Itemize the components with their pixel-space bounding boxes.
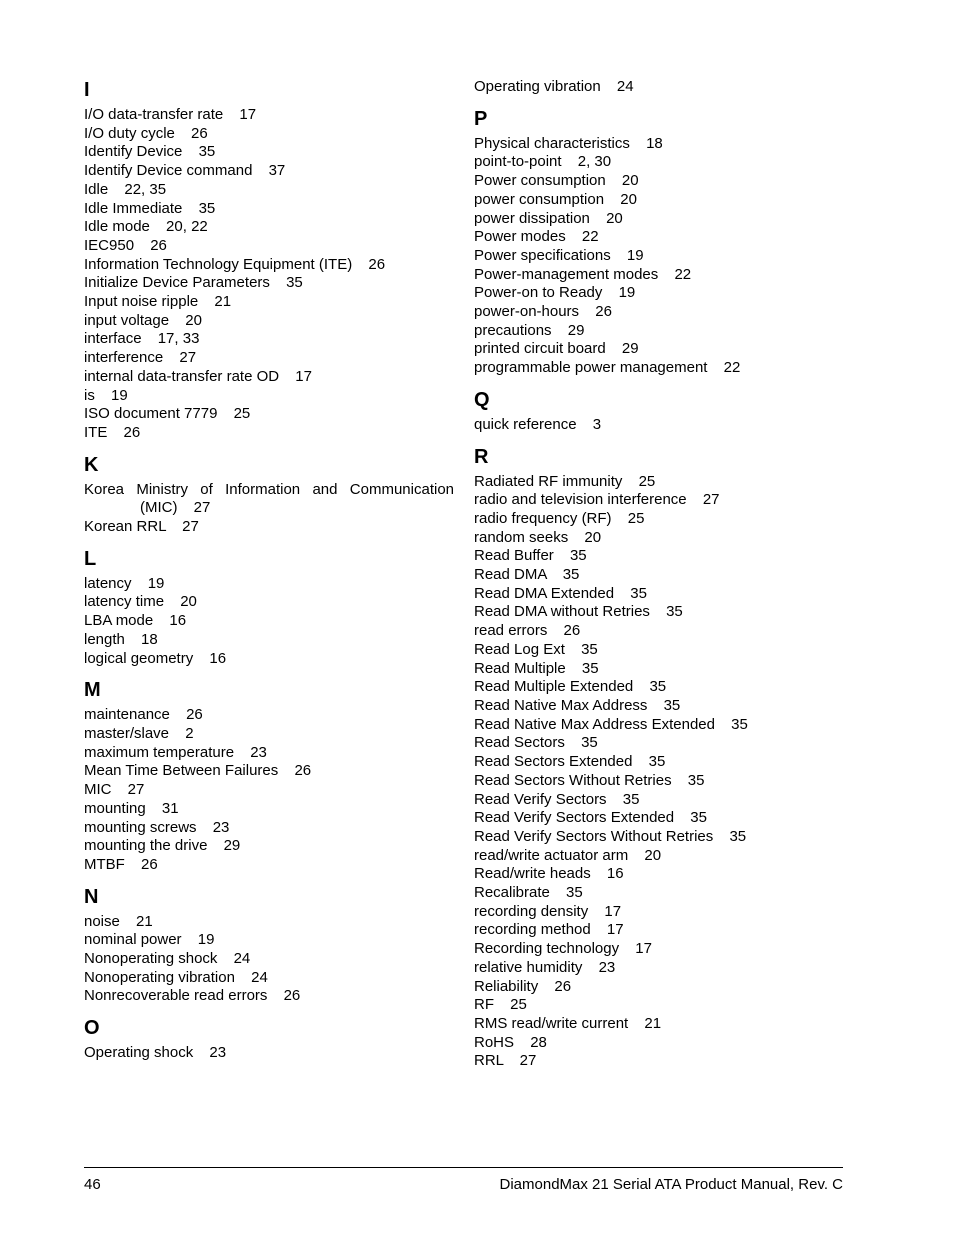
index-column-left (84, 78, 454, 1073)
index-pages: 26 (141, 855, 158, 873)
index-entry (84, 931, 454, 950)
index-term: latency (84, 574, 132, 592)
index-entry (84, 274, 454, 293)
index-pages: 20 (621, 172, 639, 190)
index-pages: 24 (233, 950, 251, 968)
index-entry (84, 781, 454, 800)
index-pages: 35 (198, 199, 216, 217)
index-pages: 22, 35 (124, 180, 167, 198)
index-term: relative humidity (474, 958, 583, 976)
index-term: Idle mode (84, 218, 150, 236)
index-entry (474, 153, 844, 172)
index-term: Operating vibration (474, 78, 601, 95)
index-pages: 26 (294, 762, 312, 780)
index-pages: 2, 30 (577, 153, 612, 171)
index-entry (84, 481, 454, 518)
index-pages: 35 (581, 734, 598, 752)
index-entry (84, 125, 454, 144)
index-term: printed circuit board (474, 340, 606, 358)
index-entry (84, 987, 454, 1006)
section-letter: K (84, 453, 99, 476)
index-entry (474, 847, 844, 866)
index-term: Read Verify Sectors Extended (474, 809, 675, 827)
index-pages: 26 (186, 706, 203, 724)
index-entry (84, 762, 454, 781)
index-pages: 20, 22 (166, 218, 208, 236)
index-entry (474, 809, 844, 828)
index-term: Read Multiple (474, 659, 566, 677)
index-pages: 26 (368, 255, 386, 273)
index-term: read errors (474, 622, 548, 640)
index-pages: 26 (554, 977, 572, 995)
index-term: Power modes (474, 228, 566, 246)
index-term: Identify Device command (84, 162, 253, 180)
index-entry (474, 303, 844, 322)
index-entry (84, 913, 454, 932)
index-entry (84, 312, 454, 331)
index-term: Korean RRL (84, 518, 166, 536)
index-pages: 27 (182, 518, 199, 536)
index-entry (474, 641, 844, 660)
index-pages: 35 (648, 753, 666, 771)
index-entry (474, 753, 844, 772)
index-section (84, 547, 454, 669)
index-pages: 35 (566, 884, 583, 902)
index-section (84, 678, 454, 874)
index-entry (84, 969, 454, 988)
index-term: Recalibrate (474, 884, 550, 902)
index-term: Read Native Max Address Extended (474, 715, 715, 733)
index-entry (84, 218, 454, 237)
index-pages: 16 (606, 865, 624, 883)
index-term: Physical characteristics (474, 134, 630, 152)
index-entry (474, 322, 844, 341)
index-pages: 20 (180, 593, 197, 611)
index-entry (474, 172, 844, 191)
index-pages: 19 (147, 574, 165, 592)
index-entry (84, 706, 454, 725)
index-term: I/O data-transfer rate (84, 106, 224, 123)
index-term: Read Verify Sectors (474, 790, 607, 808)
index-pages: 19 (626, 246, 644, 264)
index-term: random seeks (474, 528, 569, 546)
index-term: length (84, 630, 125, 648)
index-entry (474, 660, 844, 679)
index-term: ISO document 7779 (84, 405, 218, 423)
index-term: Radiated RF immunity (474, 472, 623, 490)
index-term: Korea Ministry of Information and Communication (MIC) (84, 480, 454, 517)
index-entry (84, 631, 454, 650)
index-entry (474, 921, 844, 940)
index-entry (474, 491, 844, 510)
index-pages: 20 (606, 209, 623, 227)
index-term: interface (84, 330, 142, 348)
index-pages: 35 (666, 603, 683, 621)
index-pages: 35 (286, 274, 303, 292)
index-term: noise (84, 912, 120, 930)
section-letter: R (474, 445, 489, 468)
index-pages: 24 (251, 968, 268, 986)
index-entry (474, 1015, 844, 1034)
index-term: Read Buffer (474, 547, 554, 565)
index-term: maximum temperature (84, 743, 235, 761)
index-entry (84, 424, 454, 443)
index-column-right (474, 78, 844, 1081)
index-entry (474, 1052, 844, 1071)
index-term: Reliability (474, 977, 539, 995)
index-section (84, 78, 454, 443)
section-letter: O (84, 1017, 100, 1040)
index-entry (474, 996, 844, 1015)
page-number: 46 (84, 1176, 101, 1193)
index-entry (84, 200, 454, 219)
index-entry (474, 416, 844, 435)
index-entry (474, 959, 844, 978)
index-entry (474, 622, 844, 641)
index-term: ITE (84, 423, 108, 441)
index-term: MTBF (84, 855, 125, 873)
index-term: Read Multiple Extended (474, 678, 634, 696)
index-entry (474, 697, 844, 716)
index-term: mounting screws (84, 818, 197, 836)
index-entry (474, 791, 844, 810)
index-pages: 23 (250, 743, 267, 761)
index-entry (474, 191, 844, 210)
index-pages: 19 (618, 284, 636, 302)
index-pages: 26 (150, 236, 167, 254)
section-letter: N (84, 885, 99, 908)
index-term: Read/write heads (474, 865, 591, 883)
index-term: mounting (84, 799, 146, 817)
index-pages: 21 (644, 1014, 662, 1032)
index-term: Idle Immediate (84, 199, 183, 217)
index-term: Idle (84, 180, 109, 198)
index-term: Nonoperating vibration (84, 968, 235, 986)
index-entry (84, 143, 454, 162)
index-entry (474, 359, 844, 378)
index-pages: 19 (111, 386, 128, 404)
index-pages: 17 (239, 106, 257, 123)
index-entry (474, 529, 844, 548)
index-term: Power-on to Ready (474, 284, 603, 302)
index-pages: 35 (690, 809, 707, 827)
index-pages: 35 (731, 715, 748, 733)
index-pages: 35 (630, 584, 647, 602)
index-term: Recording technology (474, 940, 620, 958)
index-pages: 24 (616, 78, 634, 95)
index-term: logical geometry (84, 649, 194, 667)
section-letter: P (474, 107, 488, 130)
index-entry (84, 368, 454, 387)
index-entry (84, 819, 454, 838)
index-entry (474, 473, 844, 492)
index-entry (84, 800, 454, 819)
index-pages: 29 (223, 837, 241, 855)
footer-rule (84, 1167, 843, 1168)
index-entry (84, 162, 454, 181)
index-term: Read Log Ext (474, 640, 565, 658)
index-term: recording method (474, 921, 591, 939)
index-section (474, 107, 844, 378)
index-pages: 35 (649, 678, 667, 696)
index-term: radio frequency (RF) (474, 509, 612, 527)
index-term: latency time (84, 593, 165, 611)
index-term: radio and television interference (474, 491, 687, 509)
index-entry (84, 725, 454, 744)
index-term: power-on-hours (474, 303, 580, 321)
index-pages: 22 (581, 228, 599, 246)
index-pages: 17 (606, 921, 624, 939)
index-pages: 29 (567, 321, 585, 339)
section-letter: I (84, 79, 90, 101)
index-term: input voltage (84, 311, 170, 329)
index-term: interference (84, 349, 164, 367)
index-pages: 35 (663, 696, 681, 714)
section-letter: L (84, 547, 97, 570)
index-pages: 18 (141, 630, 158, 648)
index-section-continued (474, 78, 844, 97)
index-term: RRL (474, 1052, 504, 1070)
index-pages: 27 (702, 491, 720, 509)
index-entry (474, 135, 844, 154)
index-entry (474, 78, 844, 97)
index-section (84, 885, 454, 1007)
index-term: Identify Device (84, 143, 183, 161)
index-entry (84, 349, 454, 368)
index-term: Power specifications (474, 246, 611, 264)
index-pages: 35 (198, 143, 216, 161)
index-term: Power consumption (474, 172, 606, 190)
index-pages: 16 (209, 649, 227, 667)
section-letter: Q (474, 388, 490, 411)
index-entry (474, 772, 844, 791)
index-pages: 17 (604, 902, 622, 920)
index-term: RF (474, 996, 494, 1014)
index-entry (84, 837, 454, 856)
index-term: Mean Time Between Failures (84, 762, 279, 780)
index-pages: 37 (268, 162, 286, 180)
index-pages: 26 (563, 622, 581, 640)
index-entry (84, 181, 454, 200)
index-pages: 2 (185, 724, 194, 742)
index-pages: 23 (209, 1044, 227, 1062)
index-pages: 23 (212, 818, 230, 836)
index-pages: 35 (622, 790, 640, 808)
index-entry (474, 828, 844, 847)
index-entry (474, 940, 844, 959)
index-entry (84, 330, 454, 349)
index-pages: 20 (584, 528, 602, 546)
index-pages: 18 (646, 134, 663, 152)
index-pages: 29 (621, 340, 639, 358)
index-pages: 35 (562, 566, 580, 584)
index-entry (84, 1044, 454, 1063)
index-entry (84, 518, 454, 537)
index-term: quick reference (474, 415, 577, 433)
index-term: Input noise ripple (84, 293, 199, 311)
index-term: mounting the drive (84, 837, 208, 855)
index-entry (474, 585, 844, 604)
index-pages: 35 (581, 659, 599, 677)
index-entry (474, 865, 844, 884)
index-entry (474, 716, 844, 735)
index-entry (84, 575, 454, 594)
index-entry (474, 678, 844, 697)
index-pages: 35 (729, 827, 747, 845)
index-term: power dissipation (474, 209, 590, 227)
index-term: read/write actuator arm (474, 846, 629, 864)
index-pages: 17 (635, 940, 652, 958)
index-pages: 17, 33 (157, 330, 200, 348)
index-entry (474, 340, 844, 359)
index-pages: 27 (179, 349, 197, 367)
index-term: Initialize Device Parameters (84, 274, 270, 292)
index-pages: 25 (233, 405, 251, 423)
index-term: internal data-transfer rate OD (84, 367, 280, 385)
index-pages: 22 (674, 265, 692, 283)
index-term: LBA mode (84, 612, 154, 630)
index-term: nominal power (84, 931, 182, 949)
index-term: Operating shock (84, 1044, 194, 1062)
index-entry (84, 950, 454, 969)
index-entry (84, 856, 454, 875)
index-entry (474, 510, 844, 529)
index-term: RoHS (474, 1033, 515, 1051)
index-pages: 35 (569, 547, 587, 565)
index-pages: 27 (519, 1052, 537, 1070)
index-term: Read DMA (474, 566, 547, 584)
index-term: Information Technology Equipment (ITE) (84, 255, 353, 273)
index-term: point-to-point (474, 153, 562, 171)
index-entry (474, 210, 844, 229)
index-pages: 19 (197, 931, 215, 949)
document-title: DiamondMax 21 Serial ATA Product Manual, Rev. C (499, 1176, 843, 1193)
index-entry (474, 884, 844, 903)
index-term: Nonoperating shock (84, 950, 218, 968)
index-pages: 3 (592, 415, 602, 433)
index-term: MIC (84, 781, 112, 799)
index-pages: 35 (581, 640, 598, 658)
index-pages: 23 (598, 958, 616, 976)
index-entry (474, 603, 844, 622)
index-pages: 26 (595, 303, 612, 321)
index-entry (84, 650, 454, 669)
index-pages: 16 (169, 612, 187, 630)
index-pages: 17 (295, 367, 312, 385)
index-entry (474, 247, 844, 266)
index-term: Read Sectors (474, 734, 565, 752)
index-section (474, 388, 844, 435)
index-term: precautions (474, 321, 552, 339)
index-entry (474, 266, 844, 285)
index-term: Read DMA Extended (474, 584, 615, 602)
index-term: Read Sectors Extended (474, 753, 633, 771)
index-entry (474, 566, 844, 585)
index-section (84, 1016, 454, 1063)
index-pages: 25 (638, 472, 656, 490)
index-entry (84, 387, 454, 406)
index-entry (474, 284, 844, 303)
index-term: is (84, 386, 95, 404)
index-entry (474, 978, 844, 997)
index-entry (84, 405, 454, 424)
index-pages: 26 (283, 987, 301, 1005)
index-term: programmable power management (474, 359, 708, 377)
index-entry (84, 106, 454, 125)
index-pages: 35 (687, 771, 705, 789)
index-pages: 25 (510, 996, 527, 1014)
index-entry (474, 734, 844, 753)
index-term: IEC950 (84, 236, 135, 254)
index-pages: 28 (530, 1033, 547, 1051)
section-letter: M (84, 679, 101, 702)
index-term: Read DMA without Retries (474, 603, 650, 621)
index-term: Power-management modes (474, 265, 659, 283)
index-pages: 27 (127, 781, 145, 799)
index-term: Read Sectors Without Retries (474, 771, 672, 789)
index-section (474, 445, 844, 1072)
index-entry (474, 903, 844, 922)
index-term: maintenance (84, 706, 170, 724)
index-entry (474, 547, 844, 566)
index-pages: 21 (136, 912, 153, 930)
index-section (84, 453, 454, 537)
index-entry (84, 256, 454, 275)
index-term: recording density (474, 902, 589, 920)
index-pages: 20 (185, 311, 202, 329)
index-pages: 31 (161, 799, 179, 817)
index-pages: 26 (191, 124, 208, 142)
index-term: Read Verify Sectors Without Retries (474, 827, 714, 845)
index-entry (84, 593, 454, 612)
index-pages: 20 (620, 190, 637, 208)
index-entry (474, 1034, 844, 1053)
index-term: Nonrecoverable read errors (84, 987, 268, 1005)
index-pages: 20 (644, 846, 662, 864)
index-pages: 27 (193, 499, 211, 517)
index-entry (84, 612, 454, 631)
index-pages: 25 (627, 509, 645, 527)
index-entry (84, 293, 454, 312)
index-term: power consumption (474, 190, 605, 208)
index-entry (84, 744, 454, 763)
index-term: RMS read/write current (474, 1014, 629, 1032)
index-entry (474, 228, 844, 247)
index-pages: 26 (123, 423, 141, 441)
index-term: Read Native Max Address (474, 696, 648, 714)
index-pages: 21 (214, 293, 232, 311)
index-term: master/slave (84, 724, 170, 742)
index-pages: 22 (723, 359, 741, 377)
index-entry (84, 237, 454, 256)
index-term: I/O duty cycle (84, 124, 175, 142)
